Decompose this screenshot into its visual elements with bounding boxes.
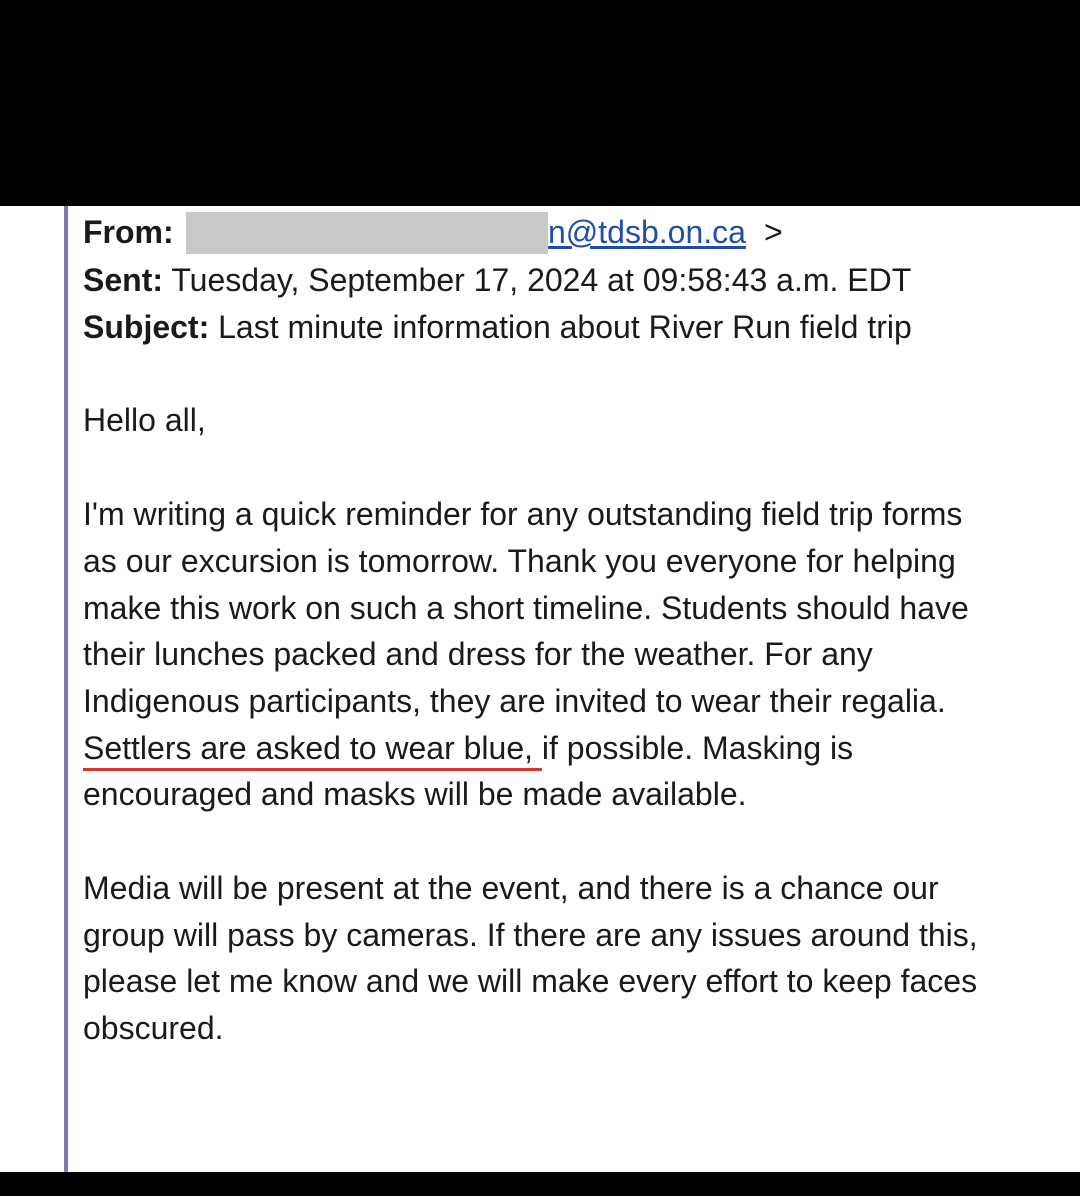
email-message: [0, 206, 1080, 1172]
greeting: Hello all,: [83, 402, 206, 439]
from-label: From:: [83, 214, 174, 250]
email-content: [83, 206, 1033, 1052]
sent-value: Tuesday, September 17, 2024 at 09:58:43 a.m. EDT: [171, 262, 912, 298]
subject-label: Subject:: [83, 308, 210, 345]
subject-line: [83, 304, 963, 351]
body-paragraph-1: [83, 491, 1005, 818]
sender-email-link[interactable]: n@tdsb.on.ca: [548, 214, 746, 250]
bottom-black-border: [0, 1172, 1080, 1196]
spacer: [83, 444, 1033, 491]
redacted-sender-name: [186, 212, 548, 254]
p1-underlined-text: Settlers are asked to wear blue,: [83, 729, 542, 766]
p1-text-after: if possible. Masking is encouraged and masks will be made available.: [83, 729, 854, 813]
spacer: [83, 818, 1033, 865]
p1-text-before: I'm writing a quick reminder for any outstanding field trip forms as our excursion is tomorrow. Thank you everyone for helping make this work on such a short timeline. Students should have their lunches packed and dress for the weather. For any Indigenous participants, they are invited to wear their regalia.: [83, 496, 969, 719]
spacer: [83, 350, 1033, 397]
sent-line: [83, 257, 1033, 304]
from-line: [83, 209, 1033, 257]
subject-value: Last minute information about River Run field trip: [218, 308, 912, 345]
body-paragraph-2: Media will be present at the event, and there is a chance our group will pass by cameras. If there are any issues around this, please let me know and we will make every effort to keep faces obscured.: [83, 870, 978, 1047]
sent-label: Sent:: [83, 262, 163, 298]
top-black-border: [0, 0, 1080, 206]
quote-bar: [64, 206, 68, 1172]
sender-email-bracket: >: [764, 214, 783, 250]
